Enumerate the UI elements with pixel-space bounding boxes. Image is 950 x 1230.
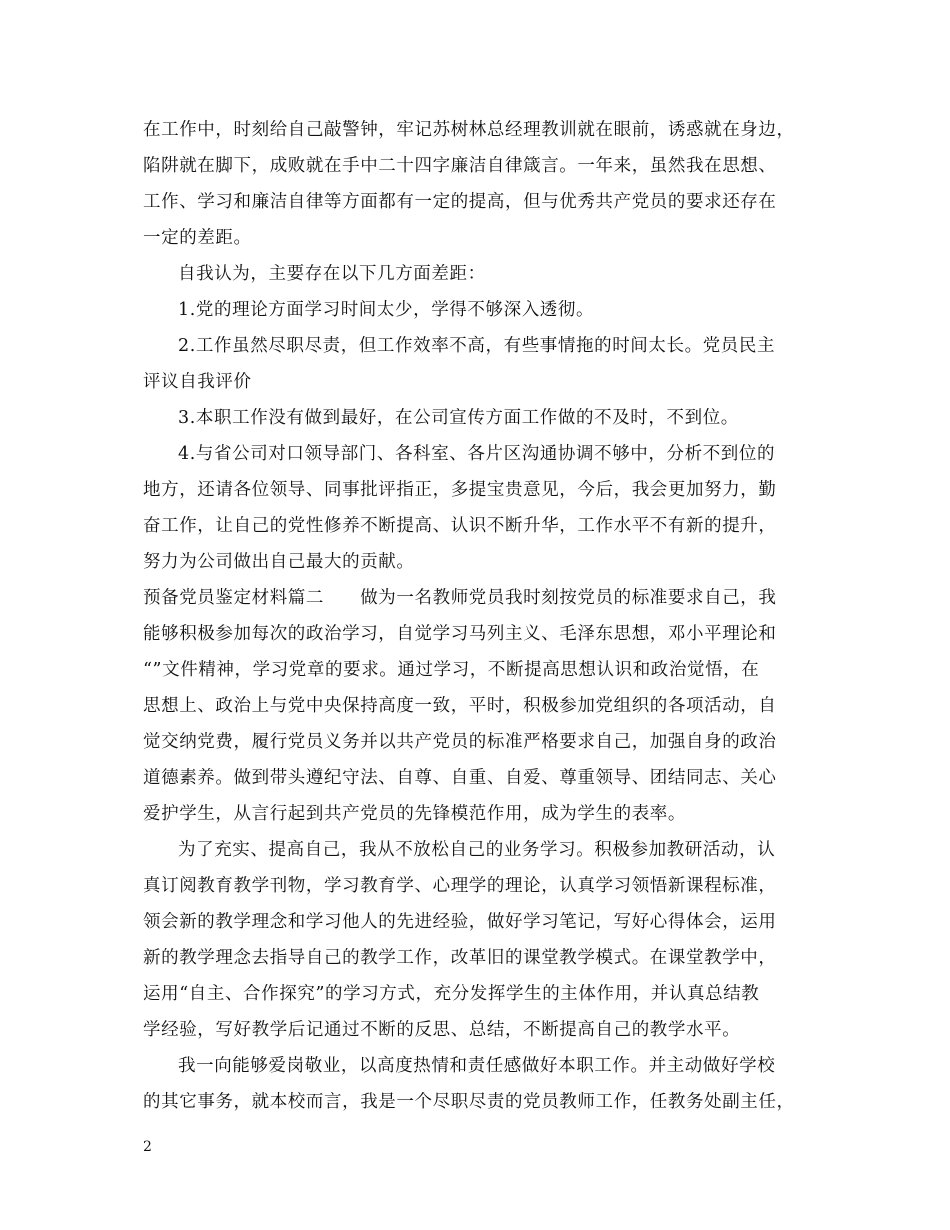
text-line: 自我认为，主要存在以下几方面差距： (178, 264, 486, 284)
text-line: 陷阱就在脚下，成败就在手中二十四字廉洁自律箴言。一年来，虽然我在思想、 (143, 156, 777, 176)
text-line: 能够积极参加每次的政治学习，自觉学习马列主义、毛泽东思想，邓小平理论和 (143, 624, 777, 644)
text-line: 思想上、政治上与党中央保持高度一致，平时，积极参加党组织的各项活动，自 (143, 696, 777, 716)
text-line: 在工作中，时刻给自己敲警钟，牢记苏树林总经理教训就在眼前，诱惑就在身边， (143, 120, 795, 140)
text-line: 觉交纳党费，履行党员义务并以共产党员的标准严格要求自己，加强自身的政治 (143, 732, 777, 752)
text-line: 真订阅教育教学刊物，学习教育学、心理学的理论，认真学习领悟新课程标准， (143, 876, 777, 896)
text-line: 爱护学生，从言行起到共产党员的先锋模范作用，成为学生的表率。 (143, 804, 686, 824)
text-line: 地方，还请各位领导、同事批评指正，多提宝贵意见，今后，我会更加努力，勤 (143, 480, 777, 500)
text-line: 一定的差距。 (143, 228, 252, 248)
page-number: 2 (143, 1139, 152, 1155)
text-line: 的其它事务，就本校而言，我是一个尽职尽责的党员教师工作，任教务处副主任， (143, 1092, 795, 1112)
text-line: 努力为公司做出自己最大的贡献。 (143, 552, 415, 572)
text-line: 1.党的理论方面学习时间太少，学得不够深入透彻。 (178, 300, 595, 320)
text-line: 领会新的教学理念和学习他人的先进经验，做好学习笔记，写好心得体会，运用 (143, 912, 777, 932)
text-line: 奋工作，让自己的党性修养不断提高、认识不断升华，工作水平不有新的提升， (143, 516, 777, 536)
text-line: 学经验，写好教学后记通过不断的反思、总结，不断提高自己的教学水平。 (143, 1020, 741, 1040)
text-line: 2.工作虽然尽职尽责，但工作效率不高，有些事情拖的时间太长。党员民主 (178, 336, 776, 356)
text-line: “”文件精神，学习党章的要求。通过学习，不断提高思想认识和政治觉悟，在 (143, 660, 760, 680)
text-line: 3.本职工作没有做到最好，在公司宣传方面工作做的不及时，不到位。 (178, 408, 739, 428)
text-line: 评议自我评价 (143, 372, 252, 392)
text-line: 工作、学习和廉洁自律等方面都有一定的提高，但与优秀共产党员的要求还存在 (143, 192, 777, 212)
text-line: 运用“自主、合作探究”的学习方式，充分发挥学生的主体作用，并认真总结教 (143, 984, 760, 1004)
section-heading-line: 预备党员鉴定材料篇二 做为一名教师党员我时刻按党员的标准要求自己，我 (143, 588, 777, 608)
text-line: 4.与省公司对口领导部门、各科室、各片区沟通协调不够中，分析不到位的 (178, 444, 776, 464)
text-line: 道德素养。做到带头遵纪守法、自尊、自重、自爱、尊重领导、团结同志、关心 (143, 768, 777, 788)
text-line: 新的教学理念去指导自己的教学工作，改革旧的课堂教学模式。在课堂教学中， (143, 948, 777, 968)
text-line: 我一向能够爱岗敬业，以高度热情和责任感做好本职工作。并主动做好学校 (178, 1056, 776, 1076)
text-line: 为了充实、提高自己，我从不放松自己的业务学习。积极参加教研活动，认 (178, 840, 776, 860)
